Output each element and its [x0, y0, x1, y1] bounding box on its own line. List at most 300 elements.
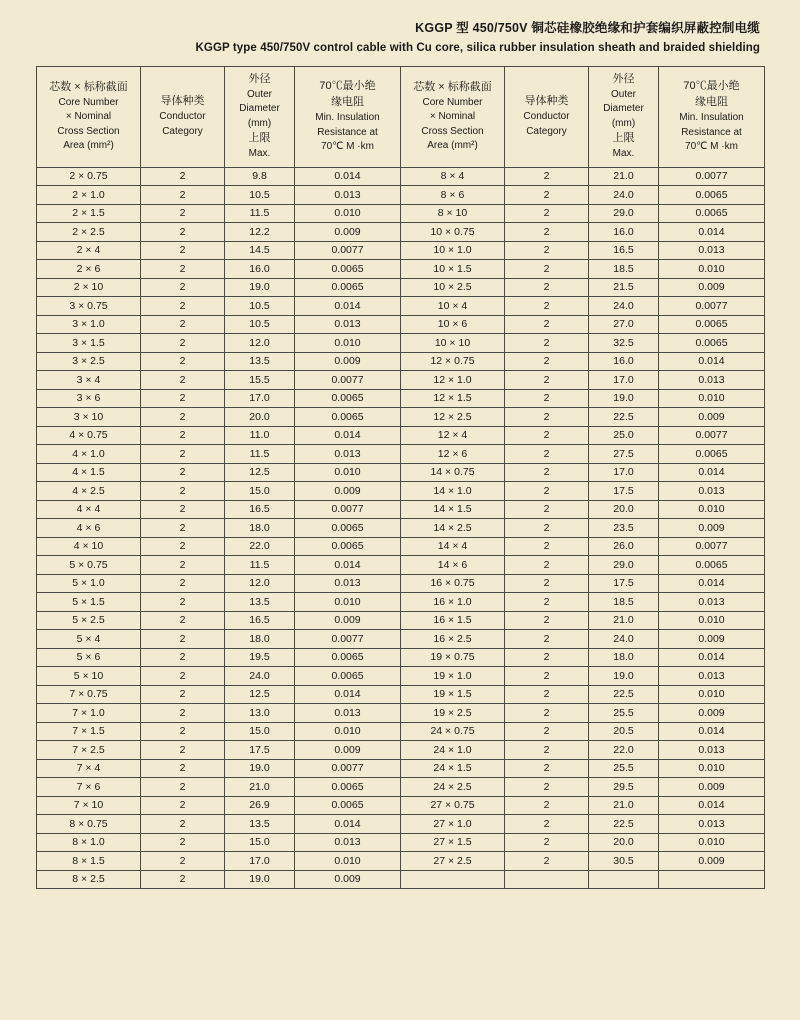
cell-category-right: 2	[505, 167, 589, 186]
cell-category-right: 2	[505, 685, 589, 704]
col-header-core-left	[37, 67, 141, 168]
cell-category-right: 2	[505, 260, 589, 279]
table-row	[37, 630, 765, 649]
cell-core-left: 3 × 0.75	[37, 297, 141, 316]
table-row	[37, 778, 765, 797]
cell-category-left: 2	[141, 389, 225, 408]
cell-diameter-left: 11.5	[225, 556, 295, 575]
cell-diameter-left: 16.5	[225, 500, 295, 519]
table-row	[37, 315, 765, 334]
cell-diameter-left: 16.0	[225, 260, 295, 279]
col-header-dia-cn-right: 外径	[612, 73, 635, 85]
cell-core-left: 2 × 6	[37, 260, 141, 279]
cell-category-left: 2	[141, 685, 225, 704]
col-header-res-cn2-right: 缘电阻	[695, 96, 728, 109]
cell-core-left: 5 × 6	[37, 648, 141, 667]
cell-category-right: 2	[505, 741, 589, 760]
cell-core-left: 4 × 10	[37, 537, 141, 556]
cell-category-left: 2	[141, 482, 225, 501]
cell-category-right: 2	[505, 537, 589, 556]
cell-category-right: 2	[505, 445, 589, 464]
cell-core-right: 10 × 0.75	[401, 223, 505, 242]
table-row	[37, 796, 765, 815]
table-row	[37, 741, 765, 760]
cell-resistance-left: 0.0065	[295, 796, 401, 815]
cell-resistance-left: 0.0065	[295, 648, 401, 667]
cell-resistance-left: 0.0077	[295, 759, 401, 778]
cell-core-right: 10 × 6	[401, 315, 505, 334]
cell-category-right: 2	[505, 852, 589, 871]
table-row	[37, 667, 765, 686]
cell-core-left: 5 × 2.5	[37, 611, 141, 630]
table-row	[37, 815, 765, 834]
cell-resistance-right: 0.0065	[659, 334, 765, 353]
cell-resistance-left: 0.0077	[295, 241, 401, 260]
cell-category-left: 2	[141, 796, 225, 815]
cell-resistance-left: 0.0065	[295, 519, 401, 538]
cell-resistance-left: 0.0065	[295, 260, 401, 279]
cell-resistance-left: 0.009	[295, 482, 401, 501]
cell-diameter-right: 22.5	[589, 408, 659, 427]
cell-resistance-left: 0.013	[295, 833, 401, 852]
cell-resistance-right: 0.010	[659, 759, 765, 778]
cell-core-right: 24 × 2.5	[401, 778, 505, 797]
cell-diameter-left: 10.5	[225, 186, 295, 205]
cell-core-right: 16 × 0.75	[401, 574, 505, 593]
cell-resistance-left: 0.014	[295, 426, 401, 445]
col-header-res-en1-left: Min. Insulation	[315, 112, 380, 124]
cell-diameter-left: 14.5	[225, 241, 295, 260]
cell-diameter-left: 11.0	[225, 426, 295, 445]
cell-resistance-left: 0.009	[295, 611, 401, 630]
cell-category-right: 2	[505, 556, 589, 575]
cell-category-right: 2	[505, 815, 589, 834]
table-row	[37, 759, 765, 778]
table-row	[37, 223, 765, 242]
cell-core-right: 12 × 1.0	[401, 371, 505, 390]
cell-diameter-left: 20.0	[225, 408, 295, 427]
cell-diameter-left: 17.0	[225, 389, 295, 408]
cell-diameter-left: 9.8	[225, 167, 295, 186]
cell-core-left: 8 × 1.5	[37, 852, 141, 871]
table-row	[37, 482, 765, 501]
cell-category-left: 2	[141, 204, 225, 223]
cell-resistance-right: 0.013	[659, 482, 765, 501]
cell-core-left: 3 × 2.5	[37, 352, 141, 371]
cell-core-left: 2 × 10	[37, 278, 141, 297]
col-header-cat-en1-left: Conductor	[159, 111, 206, 123]
cell-resistance-right: 0.014	[659, 223, 765, 242]
cell-core-left: 5 × 1.0	[37, 574, 141, 593]
cell-core-right: 27 × 0.75	[401, 796, 505, 815]
cell-category-left: 2	[141, 445, 225, 464]
col-header-core-en4-right: Area (mm²)	[427, 140, 478, 152]
cell-category-right: 2	[505, 482, 589, 501]
cell-category-left: 2	[141, 611, 225, 630]
cell-category-left: 2	[141, 778, 225, 797]
table-row	[37, 519, 765, 538]
cell-diameter-left: 19.0	[225, 759, 295, 778]
cell-core-right	[401, 870, 505, 889]
col-header-res-en2-right: Resistance at	[681, 126, 742, 138]
cell-resistance-right: 0.013	[659, 667, 765, 686]
cell-resistance-right: 0.009	[659, 630, 765, 649]
cell-diameter-left: 12.0	[225, 334, 295, 353]
cell-category-right: 2	[505, 186, 589, 205]
cell-resistance-right: 0.009	[659, 778, 765, 797]
cell-resistance-left: 0.009	[295, 223, 401, 242]
cell-diameter-left: 15.5	[225, 371, 295, 390]
col-header-res-cn2-left: 缘电阻	[331, 96, 364, 109]
col-header-diameter-left	[225, 67, 295, 168]
cell-resistance-left: 0.014	[295, 167, 401, 186]
cell-core-left: 2 × 1.0	[37, 186, 141, 205]
cell-core-left: 7 × 2.5	[37, 741, 141, 760]
cell-diameter-left: 26.9	[225, 796, 295, 815]
col-header-dia-cn2-right: 上限	[612, 132, 635, 145]
cell-core-right: 19 × 0.75	[401, 648, 505, 667]
title-block	[36, 18, 764, 54]
cell-diameter-right: 18.5	[589, 260, 659, 279]
col-header-res-cn1-right: 70℃最小绝	[683, 80, 740, 93]
cell-diameter-right: 21.0	[589, 796, 659, 815]
col-header-core-en3-left: Cross Section	[57, 125, 120, 137]
cell-core-right: 12 × 0.75	[401, 352, 505, 371]
cell-diameter-left: 22.0	[225, 537, 295, 556]
cell-resistance-right: 0.014	[659, 796, 765, 815]
cell-diameter-left: 12.0	[225, 574, 295, 593]
table-row	[37, 537, 765, 556]
cell-diameter-right: 24.0	[589, 630, 659, 649]
table-row	[37, 371, 765, 390]
table-row	[37, 186, 765, 205]
table-row	[37, 463, 765, 482]
cell-resistance-left: 0.0065	[295, 389, 401, 408]
cell-category-right: 2	[505, 315, 589, 334]
cell-core-left: 8 × 0.75	[37, 815, 141, 834]
cell-category-left: 2	[141, 371, 225, 390]
cell-category-left: 2	[141, 223, 225, 242]
col-header-core-en4-left: Area (mm²)	[63, 140, 114, 152]
cell-core-left: 7 × 1.5	[37, 722, 141, 741]
cell-resistance-right: 0.013	[659, 241, 765, 260]
col-header-core-right	[401, 67, 505, 168]
cell-category-left: 2	[141, 241, 225, 260]
cell-core-right: 24 × 1.5	[401, 759, 505, 778]
cell-category-left: 2	[141, 352, 225, 371]
col-header-dia-en3-right: (mm)	[611, 117, 636, 129]
cell-core-right: 8 × 10	[401, 204, 505, 223]
table-row	[37, 574, 765, 593]
cell-category-right: 2	[505, 278, 589, 297]
cell-diameter-left: 19.0	[225, 870, 295, 889]
cell-diameter-right: 17.5	[589, 574, 659, 593]
cell-diameter-right: 21.0	[589, 611, 659, 630]
cell-resistance-left: 0.013	[295, 445, 401, 464]
cell-resistance-right: 0.009	[659, 704, 765, 723]
cell-category-left: 2	[141, 167, 225, 186]
table-row	[37, 611, 765, 630]
col-header-category-right	[505, 67, 589, 168]
cell-diameter-left: 13.5	[225, 815, 295, 834]
cell-core-right: 12 × 2.5	[401, 408, 505, 427]
cell-core-left: 4 × 0.75	[37, 426, 141, 445]
cell-diameter-right: 17.5	[589, 482, 659, 501]
cell-diameter-right: 16.5	[589, 241, 659, 260]
cell-resistance-left: 0.009	[295, 870, 401, 889]
table-row	[37, 260, 765, 279]
cell-category-left: 2	[141, 722, 225, 741]
cell-diameter-right: 16.0	[589, 223, 659, 242]
cell-category-right: 2	[505, 648, 589, 667]
col-header-core-en3-right: Cross Section	[421, 125, 484, 137]
cell-category-left: 2	[141, 463, 225, 482]
cell-diameter-left: 11.5	[225, 204, 295, 223]
cell-core-left: 3 × 1.5	[37, 334, 141, 353]
cell-core-left: 2 × 0.75	[37, 167, 141, 186]
cell-diameter-right: 25.0	[589, 426, 659, 445]
cell-core-left: 4 × 2.5	[37, 482, 141, 501]
cell-resistance-right: 0.014	[659, 463, 765, 482]
col-header-dia-en4-left: Max.	[248, 148, 271, 160]
cell-category-right: 2	[505, 722, 589, 741]
cell-core-left: 7 × 10	[37, 796, 141, 815]
cell-category-left: 2	[141, 593, 225, 612]
cell-core-right: 19 × 1.0	[401, 667, 505, 686]
table-row	[37, 685, 765, 704]
cell-category-left: 2	[141, 870, 225, 889]
cell-core-right: 10 × 1.0	[401, 241, 505, 260]
cell-diameter-right: 21.0	[589, 167, 659, 186]
cell-core-right: 12 × 6	[401, 445, 505, 464]
cell-resistance-right: 0.013	[659, 593, 765, 612]
cell-diameter-right: 22.5	[589, 685, 659, 704]
cell-resistance-right: 0.0065	[659, 204, 765, 223]
cable-specification-table	[36, 66, 765, 889]
col-header-dia-en2-right: Diameter	[603, 103, 644, 115]
cell-category-left: 2	[141, 334, 225, 353]
cell-resistance-right: 0.009	[659, 519, 765, 538]
cell-core-left: 8 × 2.5	[37, 870, 141, 889]
table-row	[37, 426, 765, 445]
table-row	[37, 852, 765, 871]
cell-resistance-right: 0.0065	[659, 556, 765, 575]
cell-core-left: 7 × 1.0	[37, 704, 141, 723]
cell-diameter-left: 18.0	[225, 519, 295, 538]
cell-category-right: 2	[505, 389, 589, 408]
cell-core-left: 3 × 10	[37, 408, 141, 427]
table-row	[37, 556, 765, 575]
cell-category-right: 2	[505, 519, 589, 538]
col-header-dia-cn-left: 外径	[248, 73, 271, 85]
cell-core-right: 24 × 0.75	[401, 722, 505, 741]
cell-core-right: 19 × 1.5	[401, 685, 505, 704]
table-row	[37, 648, 765, 667]
cell-diameter-left: 13.5	[225, 352, 295, 371]
cell-diameter-right: 25.5	[589, 759, 659, 778]
col-header-cat-en1-right: Conductor	[523, 111, 570, 123]
cell-resistance-right: 0.014	[659, 574, 765, 593]
cell-core-left: 2 × 2.5	[37, 223, 141, 242]
cell-core-left: 3 × 1.0	[37, 315, 141, 334]
cell-resistance-left: 0.009	[295, 352, 401, 371]
table-row	[37, 445, 765, 464]
cell-category-right	[505, 870, 589, 889]
table-row	[37, 870, 765, 889]
cell-resistance-right: 0.0077	[659, 297, 765, 316]
cell-category-left: 2	[141, 648, 225, 667]
col-header-dia-cn2-left: 上限	[248, 132, 271, 145]
table-row	[37, 593, 765, 612]
table-row	[37, 241, 765, 260]
cell-resistance-right: 0.010	[659, 500, 765, 519]
col-header-core-cn-right: 芯数 × 标称截面	[413, 80, 492, 93]
cell-resistance-right: 0.013	[659, 741, 765, 760]
cell-diameter-right: 18.0	[589, 648, 659, 667]
col-header-dia-en2-left: Diameter	[239, 103, 280, 115]
cell-resistance-right	[659, 870, 765, 889]
cell-category-right: 2	[505, 500, 589, 519]
cell-category-left: 2	[141, 426, 225, 445]
cell-diameter-left: 12.5	[225, 463, 295, 482]
cell-diameter-right: 20.5	[589, 722, 659, 741]
cell-category-left: 2	[141, 704, 225, 723]
cell-diameter-right: 16.0	[589, 352, 659, 371]
cell-diameter-right	[589, 870, 659, 889]
cell-category-right: 2	[505, 704, 589, 723]
cell-resistance-left: 0.009	[295, 741, 401, 760]
cell-resistance-left: 0.014	[295, 815, 401, 834]
cell-diameter-left: 10.5	[225, 315, 295, 334]
cell-category-right: 2	[505, 463, 589, 482]
cell-resistance-right: 0.0065	[659, 186, 765, 205]
cell-core-right: 14 × 1.5	[401, 500, 505, 519]
cell-core-left: 5 × 0.75	[37, 556, 141, 575]
cell-core-right: 10 × 4	[401, 297, 505, 316]
cell-category-left: 2	[141, 630, 225, 649]
cell-resistance-left: 0.014	[295, 556, 401, 575]
cell-resistance-right: 0.013	[659, 815, 765, 834]
cell-category-left: 2	[141, 833, 225, 852]
cell-category-left: 2	[141, 408, 225, 427]
cell-core-left: 7 × 6	[37, 778, 141, 797]
cell-core-right: 12 × 4	[401, 426, 505, 445]
cell-category-left: 2	[141, 815, 225, 834]
cell-category-left: 2	[141, 278, 225, 297]
col-header-dia-en1-left: Outer	[246, 88, 272, 100]
cell-category-right: 2	[505, 352, 589, 371]
cell-core-right: 14 × 2.5	[401, 519, 505, 538]
table-row	[37, 389, 765, 408]
cell-category-left: 2	[141, 297, 225, 316]
cell-diameter-left: 13.0	[225, 704, 295, 723]
cell-category-left: 2	[141, 186, 225, 205]
cell-resistance-right: 0.0065	[659, 445, 765, 464]
col-header-dia-en1-right: Outer	[610, 88, 636, 100]
cell-core-right: 27 × 1.5	[401, 833, 505, 852]
cell-diameter-right: 17.0	[589, 371, 659, 390]
cell-core-left: 2 × 1.5	[37, 204, 141, 223]
cell-category-left: 2	[141, 556, 225, 575]
cell-resistance-left: 0.0065	[295, 537, 401, 556]
cell-resistance-left: 0.014	[295, 685, 401, 704]
cell-resistance-left: 0.0065	[295, 408, 401, 427]
cell-diameter-left: 15.0	[225, 833, 295, 852]
cell-resistance-right: 0.014	[659, 352, 765, 371]
cell-core-left: 8 × 1.0	[37, 833, 141, 852]
cell-resistance-left: 0.014	[295, 297, 401, 316]
cell-diameter-left: 19.0	[225, 278, 295, 297]
col-header-category-left	[141, 67, 225, 168]
cell-diameter-right: 19.0	[589, 667, 659, 686]
cell-diameter-right: 22.0	[589, 741, 659, 760]
cell-core-left: 3 × 4	[37, 371, 141, 390]
cell-category-right: 2	[505, 426, 589, 445]
cell-diameter-left: 17.5	[225, 741, 295, 760]
col-header-resistance-left	[295, 67, 401, 168]
cell-core-right: 14 × 6	[401, 556, 505, 575]
document-title-chinese: KGGP 型 450/750V 铜芯硅橡胶绝缘和护套编织屏蔽控制电缆	[415, 21, 760, 35]
col-header-core-en1-left: Core Number	[58, 96, 119, 108]
cell-core-left: 4 × 1.5	[37, 463, 141, 482]
cell-diameter-right: 23.5	[589, 519, 659, 538]
cell-resistance-left: 0.0077	[295, 371, 401, 390]
cell-diameter-right: 25.5	[589, 704, 659, 723]
cell-core-right: 16 × 2.5	[401, 630, 505, 649]
cell-core-left: 4 × 6	[37, 519, 141, 538]
cell-category-left: 2	[141, 500, 225, 519]
cell-category-right: 2	[505, 408, 589, 427]
cell-resistance-left: 0.010	[295, 852, 401, 871]
cell-core-right: 19 × 2.5	[401, 704, 505, 723]
cell-core-left: 5 × 1.5	[37, 593, 141, 612]
cell-category-left: 2	[141, 852, 225, 871]
cell-diameter-left: 12.5	[225, 685, 295, 704]
col-header-dia-en4-right: Max.	[612, 148, 635, 160]
cell-resistance-right: 0.0065	[659, 315, 765, 334]
cell-resistance-left: 0.0065	[295, 778, 401, 797]
cell-category-left: 2	[141, 315, 225, 334]
cell-core-right: 16 × 1.5	[401, 611, 505, 630]
table-row	[37, 278, 765, 297]
cell-diameter-right: 18.5	[589, 593, 659, 612]
cell-resistance-left: 0.0077	[295, 500, 401, 519]
cell-core-left: 4 × 4	[37, 500, 141, 519]
cell-resistance-right: 0.0077	[659, 426, 765, 445]
cell-resistance-right: 0.0077	[659, 537, 765, 556]
table-header	[37, 67, 765, 168]
table-header-row	[37, 67, 765, 168]
cell-category-right: 2	[505, 778, 589, 797]
cell-diameter-right: 29.5	[589, 778, 659, 797]
cell-category-right: 2	[505, 241, 589, 260]
cell-resistance-right: 0.010	[659, 833, 765, 852]
cell-resistance-left: 0.0065	[295, 278, 401, 297]
cell-category-right: 2	[505, 297, 589, 316]
cell-category-right: 2	[505, 611, 589, 630]
cell-resistance-right: 0.014	[659, 722, 765, 741]
col-header-res-en3-left: 70℃ M ·km	[321, 141, 374, 153]
cell-resistance-left: 0.010	[295, 593, 401, 612]
cell-diameter-left: 13.5	[225, 593, 295, 612]
cell-diameter-left: 17.0	[225, 852, 295, 871]
cell-category-left: 2	[141, 260, 225, 279]
cell-category-right: 2	[505, 334, 589, 353]
cell-category-right: 2	[505, 593, 589, 612]
cell-diameter-right: 27.0	[589, 315, 659, 334]
col-header-res-cn1-left: 70℃最小绝	[319, 80, 376, 93]
cell-diameter-left: 21.0	[225, 778, 295, 797]
